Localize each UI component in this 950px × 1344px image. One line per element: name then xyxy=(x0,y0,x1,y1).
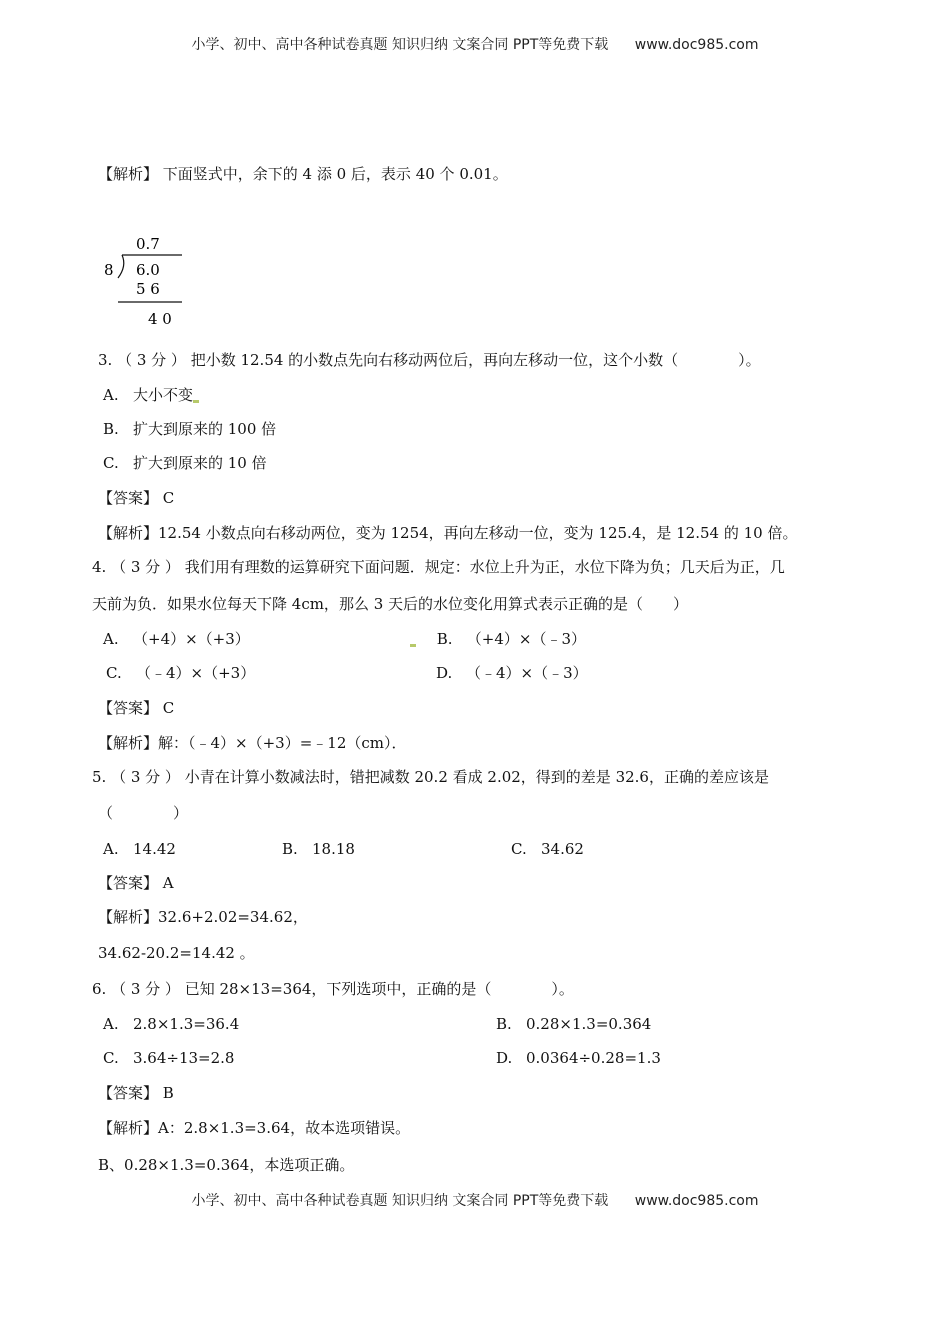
q4-option-b-text: （+4）×（﹣3） xyxy=(466,630,587,648)
q4-option-c-label: C. xyxy=(106,664,122,682)
footer-site: www.doc985.com xyxy=(634,1193,759,1209)
q6-answer: 【答案】 B xyxy=(98,1084,174,1102)
q5-answer: 【答案】 A xyxy=(98,874,174,892)
q5-analysis-line2: 34.62-20.2=14.42 。 xyxy=(98,944,255,962)
q6-option-d-text: 0.0364÷0.28=1.3 xyxy=(526,1049,661,1067)
q4-option-d-text: （﹣4）×（﹣3） xyxy=(466,664,588,682)
division-remainder: 4 0 xyxy=(148,310,172,328)
intro-analysis: 【解析】 下面竖式中，余下的 4 添 0 后，表示 40 个 0.01。 xyxy=(98,165,508,183)
q6-analysis-line2: B、0.28×1.3=0.364，本选项正确。 xyxy=(98,1156,355,1174)
q5-option-a xyxy=(103,839,176,859)
q3-stem: 3. （ 3 分 ） 把小数 12.54 的小数点先向右移动两位后，再向左移动一位，这个小数（ ）。 xyxy=(98,351,761,369)
long-division-figure xyxy=(100,228,210,338)
q4-stem-line2: 天前为负．如果水位每天下降 4cm，那么 3 天后的水位变化用算式表示正确的是（ ） xyxy=(92,595,689,613)
q5-option-b-label: B. xyxy=(282,840,298,858)
q6-option-b-text: 0.28×1.3=0.364 xyxy=(526,1015,652,1033)
division-product: 5 6 xyxy=(136,280,160,298)
q3-option-a-text: 大小不变 xyxy=(133,386,194,404)
q6-option-b-label: B. xyxy=(496,1015,512,1033)
q4-option-d xyxy=(436,663,588,683)
q5-option-a-text: 14.42 xyxy=(133,840,176,858)
page-header xyxy=(0,34,950,54)
q6-analysis-line1: 【解析】A：2.8×1.3=3.64，故本选项错误。 xyxy=(98,1119,411,1137)
q4-analysis: 【解析】解：（﹣4）×（+3）=﹣12（cm）． xyxy=(98,734,407,752)
q4-stem-line1: 4. （ 3 分 ） 我们用有理数的运算研究下面问题．规定：水位上升为正，水位下降为负；几天后为正，几 xyxy=(92,558,785,576)
q5-option-c-label: C. xyxy=(511,840,527,858)
division-bracket xyxy=(118,255,124,278)
q3-option-b xyxy=(103,419,276,439)
header-text: 小学、初中、高中各种试卷真题 知识归纳 文案合同 PPT等免费下载 xyxy=(191,37,609,53)
q3-option-a-label: A. xyxy=(103,386,119,404)
q3-option-c xyxy=(103,453,267,473)
q4-option-b xyxy=(410,629,586,649)
q4-option-a-label: A. xyxy=(103,630,119,648)
q3-answer: 【答案】 C xyxy=(98,489,175,507)
highlight-mark xyxy=(193,400,199,403)
q3-analysis: 【解析】12.54 小数点向右移动两位，变为 1254，再向左移动一位，变为 125.4，是 12.54 的 10 倍。 xyxy=(98,524,798,542)
q5-option-c xyxy=(511,839,584,859)
q3-option-a xyxy=(103,385,199,405)
q6-option-d xyxy=(496,1048,661,1068)
q3-option-c-text: 扩大到原来的 10 倍 xyxy=(133,454,267,472)
q5-option-a-label: A. xyxy=(103,840,119,858)
q4-answer: 【答案】 C xyxy=(98,699,175,717)
q5-option-b xyxy=(282,839,355,859)
q6-stem: 6. （ 3 分 ） 已知 28×13=364，下列选项中，正确的是（ ）。 xyxy=(92,980,574,998)
division-dividend: 6.0 xyxy=(136,261,160,279)
division-quotient: 0.7 xyxy=(136,235,160,253)
q5-option-c-text: 34.62 xyxy=(541,840,584,858)
q6-option-a xyxy=(103,1014,239,1034)
q4-option-a-text: （+4）×（+3） xyxy=(133,630,250,648)
q4-option-c xyxy=(106,663,255,683)
q4-option-d-label: D. xyxy=(436,664,453,682)
q3-option-b-label: B. xyxy=(103,420,119,438)
q5-option-b-text: 18.18 xyxy=(312,840,355,858)
header-site: www.doc985.com xyxy=(634,37,759,53)
q6-option-a-label: A. xyxy=(103,1015,119,1033)
q5-stem-line2: （ ） xyxy=(98,804,189,822)
page-footer xyxy=(0,1190,950,1210)
q4-option-b-label: B. xyxy=(436,630,453,648)
q3-option-c-label: C. xyxy=(103,454,119,472)
q4-option-a xyxy=(103,629,250,649)
q5-analysis-line1: 【解析】32.6+2.02=34.62， xyxy=(98,908,308,926)
highlight-mark xyxy=(410,644,416,647)
q6-option-a-text: 2.8×1.3=36.4 xyxy=(133,1015,240,1033)
q6-option-d-label: D. xyxy=(496,1049,513,1067)
q4-option-c-text: （﹣4）×（+3） xyxy=(136,664,256,682)
q3-option-b-text: 扩大到原来的 100 倍 xyxy=(133,420,277,438)
q6-option-b xyxy=(496,1014,651,1034)
q6-option-c xyxy=(103,1048,234,1068)
division-divisor: 8 xyxy=(104,261,114,279)
q6-option-c-text: 3.64÷13=2.8 xyxy=(133,1049,235,1067)
q6-option-c-label: C. xyxy=(103,1049,119,1067)
footer-text: 小学、初中、高中各种试卷真题 知识归纳 文案合同 PPT等免费下载 xyxy=(191,1193,609,1209)
q5-stem-line1: 5. （ 3 分 ） 小青在计算小数减法时，错把减数 20.2 看成 2.02，得到的差是 32.6，正确的差应该是 xyxy=(92,768,769,786)
